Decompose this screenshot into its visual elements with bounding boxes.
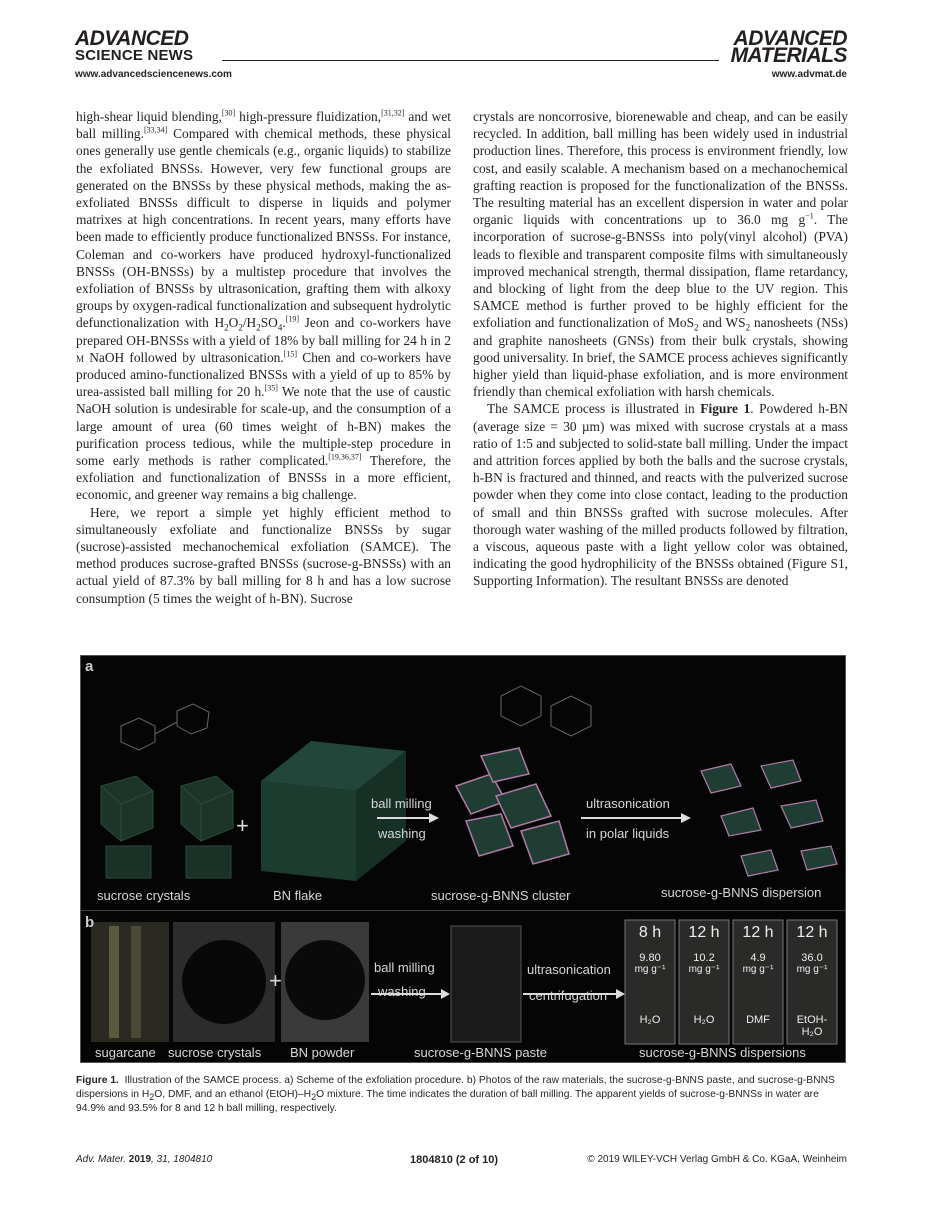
footer-citation: Adv. Mater. 2019, 31, 1804810 xyxy=(76,1154,213,1165)
label-paste: sucrose-g-BNNS paste xyxy=(414,1045,547,1060)
label-b-ultrasonication: ultrasonication xyxy=(527,962,611,977)
label-sucrose-crystals: sucrose crystals xyxy=(97,888,191,903)
paragraph: The SAMCE process is illustrated in Figure 1. Powdered h-BN (average size = 30 µm) was mixed with sucrose crystals at a mass ratio of 1:5 and subjected to solid-state ball milling. Under the impact and attrition forces applied by both the balls and the sucrose crystals, h-BN is fractured and thinned, and reacts with the pulverized sucrose powder when they come into close contact, leading to the production of small and thin BNSSs grafted with sucrose molecules. After thorough water washing of the milled products followed by filtration, a viscous, aqueous paste with a light yellow color was obtained, indicating the good hydrophilicity of the BNSSs obtained (Figure S1, Supporting Information). The resultant BNSSs are denoted xyxy=(473,401,848,589)
sugarcane-photo xyxy=(91,922,169,1042)
vial-time: 12 h xyxy=(796,924,828,941)
logo-left-line2: SCIENCE NEWS xyxy=(75,47,194,64)
vial-conc2: mg g⁻¹ xyxy=(688,964,720,975)
label-bn-flake: BN flake xyxy=(273,888,323,903)
bn-flake-icon xyxy=(261,741,406,881)
vial-solvent: EtOH-H₂O xyxy=(796,1014,828,1038)
vial-time: 12 h xyxy=(688,924,720,941)
label-ultrasonication: ultrasonication xyxy=(586,796,670,811)
paste-photo xyxy=(451,926,521,1042)
paragraph: crystals are noncorrosive, biorenewable and cheap, and can be easily recycled. In addition, ball milling has been widely used in industrial production lines. Therefore, this process is environment friendly, low cost, and easily scalable. A mechanism based on a mechanochemical grafting reaction is proposed for the functionalization of the BNSSs. The resulting material has an excellent dispersion in water and polar organic liquids with concentrations up to 36.0 mg $g^{-1}$. The incorporation of sucrose-g-BNSSs into poly(vinyl alcohol) (PVA) leads to flexible and transparent composite films with simultaneously improved mechanical strength, thermal dissipation, flame retardancy, and blocking of light from the deep blue to the UV region. This SAMCE method is further proved to be highly efficient for the exfoliation and functionalization of MoS$_2$ and $WS_2$ nanosheets (NSs) and graphite nanosheets (GNSs) from their bulk crystals, showing good universality. In brief, the SAMCE process achieves significantly higher yield than liquid-phase exfoliation, and is more environment friendly than chemical exfoliation with harsh chemicals. xyxy=(473,109,848,400)
vial-conc1: 10.2 xyxy=(693,952,715,964)
vial-conc1: 36.0 xyxy=(801,952,823,964)
vial-conc1: 4.9 xyxy=(750,952,766,964)
figure-caption: Figure 1. Illustration of the SAMCE process. a) Scheme of the exfoliation procedure. b) Photos of the raw materials, the sucrose-g-BNNS paste, and sucrose-g-BNNS dispersions in $H_2O$, DMF, and an ethanol $(EtOH)-H_2O$ mixture. The time indicates the duration of ball milling. The apparent yields of sucrose-g-BNNSs in water are 94.9% and 93.5% for 8 and 12 h ball milling, respectively. xyxy=(76,1075,835,1114)
vial-solvent: DMF xyxy=(746,1014,770,1026)
plus-sign: + xyxy=(269,968,282,993)
vial-time: 8 h xyxy=(638,924,662,941)
label-b-washing: washing xyxy=(378,984,426,999)
logo-right-line1: ADVANCED xyxy=(733,27,847,50)
paragraph: high-shear liquid blending,[30] high-pressure fluidization,[31,32] and wet ball milling.[33,34] Compared with chemical methods, these physical ones generally use gentle chemicals (e.g., organic liquids) to stabilize the exfoliated BNSSs. However, very few functional groups are generated on the BNSSs by these physical methods, making the as-exfoliated BNSSs difficult to disperse in liquids and polymer matrixes at high concentrations. In recent years, many efforts have been made to efficiently produce functionalized BNSSs. For instance, Coleman and co-workers have produced hydroxyl-functionalized BNSSs (OH-BNSSs) by a multistep procedure that involves the exfoliation of BNSSs by ultrasonication, grafting them with alkoxy groups by oxygen-radical functionalization and subsequent hydrolytic defunctionalization with $H_2O_2/H_2SO_4.[19]$ Jeon and co-workers have prepared OH-BNSSs with a yield of 18% by ball milling for 24 h in 2 m NaOH followed by ultrasonication.[15] Chen and co-workers have produced amino-functionalized BNSSs with a yield of up to 85% by urea-assisted ball milling for 20 h.[35] We note that the use of caustic NaOH solution is undesirable for scale-up, and the consumption of a large amount of urea (60 times weight of h-BN) makes the purification process tedious, while the multiple-step procedure in some early methods is rather complicated.[19,36,37] Therefore, the exfoliation and functionalization of BNSSs in a more efficient, economic, and greener way remains a big challenge. xyxy=(76,108,452,503)
vial-time: 12 h xyxy=(742,924,774,941)
footer-page-number: 1804810 (2 of 10) xyxy=(410,1154,499,1166)
panel-a-scheme xyxy=(81,656,846,911)
figure-panel-b xyxy=(81,912,846,1063)
plus-sign: + xyxy=(236,813,249,838)
figure-1 xyxy=(80,655,846,1063)
label-sugarcane: sugarcane xyxy=(95,1045,156,1060)
vial-conc1: 9.80 xyxy=(639,952,661,964)
publisher-url[interactable]: www.advancedsciencenews.com xyxy=(75,69,232,80)
dispersion-flakes-icon xyxy=(701,760,837,876)
logo-right-line2: MATERIALS xyxy=(730,44,847,67)
label-cluster: sucrose-g-BNNS cluster xyxy=(431,888,571,903)
panel-a-letter: a xyxy=(85,658,94,675)
logo-left-line1: ADVANCED xyxy=(75,27,189,50)
label-bn-powder: BN powder xyxy=(290,1045,355,1060)
journal-logo-left xyxy=(75,27,194,64)
journal-url[interactable]: www.advmat.de xyxy=(771,69,847,80)
vial-conc2: mg g⁻¹ xyxy=(742,964,774,975)
sucrose-crystals-icon xyxy=(101,776,233,878)
panel-b-photos xyxy=(81,912,846,1063)
label-in-polar-liquids: in polar liquids xyxy=(586,826,670,841)
label-dispersion: sucrose-g-BNNS dispersion xyxy=(661,885,822,900)
cluster-icon xyxy=(456,748,569,864)
label-dispersions: sucrose-g-BNNS dispersions xyxy=(639,1045,806,1060)
panel-b-letter: b xyxy=(85,914,95,931)
label-b-ball-milling: ball milling xyxy=(374,960,435,975)
paragraph: Here, we report a simple yet highly efficient method to simultaneously exfoliate and functionalize BNSSs by sugar (sucrose)-assisted mechanochemical exfoliation (SAMCE). The method produces sucrose-grafted BNSSs (sucrose-g-BNSSs) with an actual yield of 87.3% by ball milling for 8 h and has a low sucrose consumption (5 times the weight of h-BN). Sucrose xyxy=(76,504,451,606)
vial-conc2: mg g⁻¹ xyxy=(796,964,828,975)
body-column-right xyxy=(473,108,848,590)
journal-logo-right xyxy=(730,27,847,67)
label-ball-milling: ball milling xyxy=(371,796,432,811)
body-column-left xyxy=(76,108,451,607)
footer-copyright: © 2019 WILEY-VCH Verlag GmbH & Co. KGaA, Weinheim xyxy=(587,1154,847,1165)
vial-solvent: H₂O xyxy=(639,1014,661,1026)
header-rule xyxy=(222,60,719,61)
label-washing: washing xyxy=(378,826,426,841)
sucrose-molecule-icon xyxy=(121,686,591,750)
vial-solvent: H₂O xyxy=(693,1014,715,1026)
figure-panel-a xyxy=(81,656,846,911)
vial-conc2: mg g⁻¹ xyxy=(634,964,666,975)
label-b-sucrose-crystals: sucrose crystals xyxy=(168,1045,262,1060)
label-b-centrifugation: centrifugation xyxy=(529,988,608,1003)
